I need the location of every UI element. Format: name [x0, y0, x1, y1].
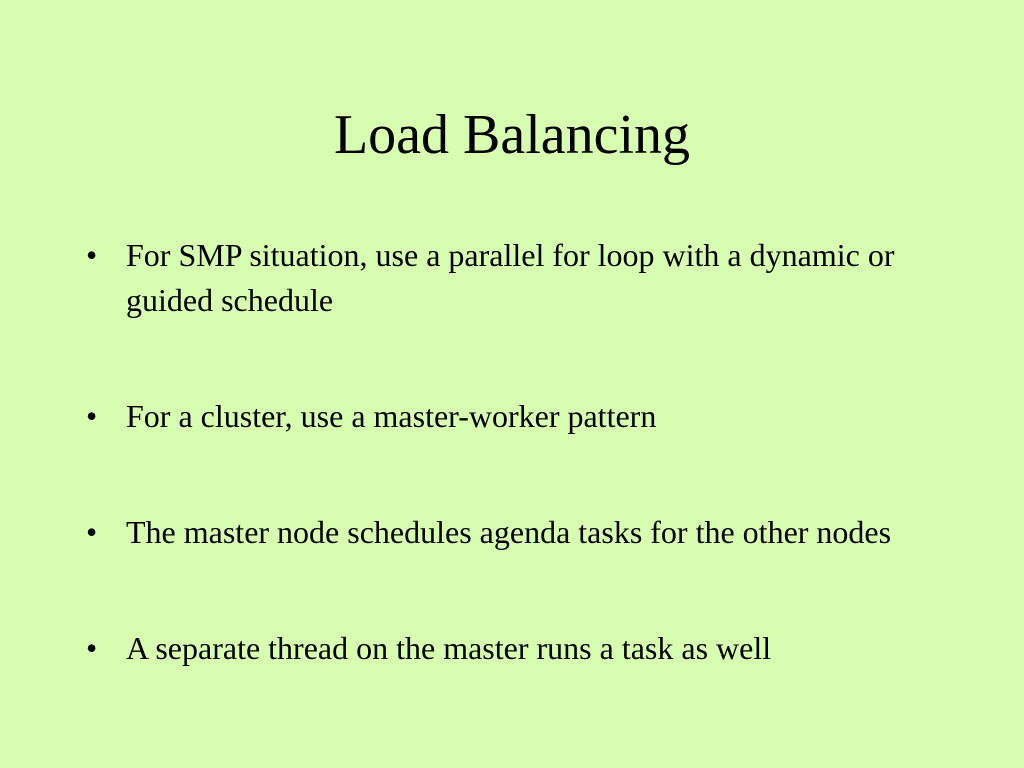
- bullet-icon: •: [86, 237, 98, 273]
- bullet-icon: •: [86, 630, 98, 666]
- bullet-icon: •: [86, 398, 98, 434]
- bullet-list: [86, 233, 966, 671]
- bullet-item: [86, 510, 966, 555]
- slide-title: Load Balancing: [333, 104, 691, 166]
- bullet-item: [86, 626, 966, 671]
- bullet-text: For a cluster, use a master-worker pattern: [126, 398, 657, 434]
- bullet-icon: •: [86, 514, 98, 550]
- bullet-item: [86, 394, 966, 439]
- bullet-text: For SMP situation, use a parallel for loop with a dynamic or guided schedule: [126, 237, 895, 318]
- bullet-item: [86, 233, 966, 323]
- bullet-text: The master node schedules agenda tasks for the other nodes: [126, 514, 892, 550]
- bullet-text: A separate thread on the master runs a task as well: [126, 630, 772, 666]
